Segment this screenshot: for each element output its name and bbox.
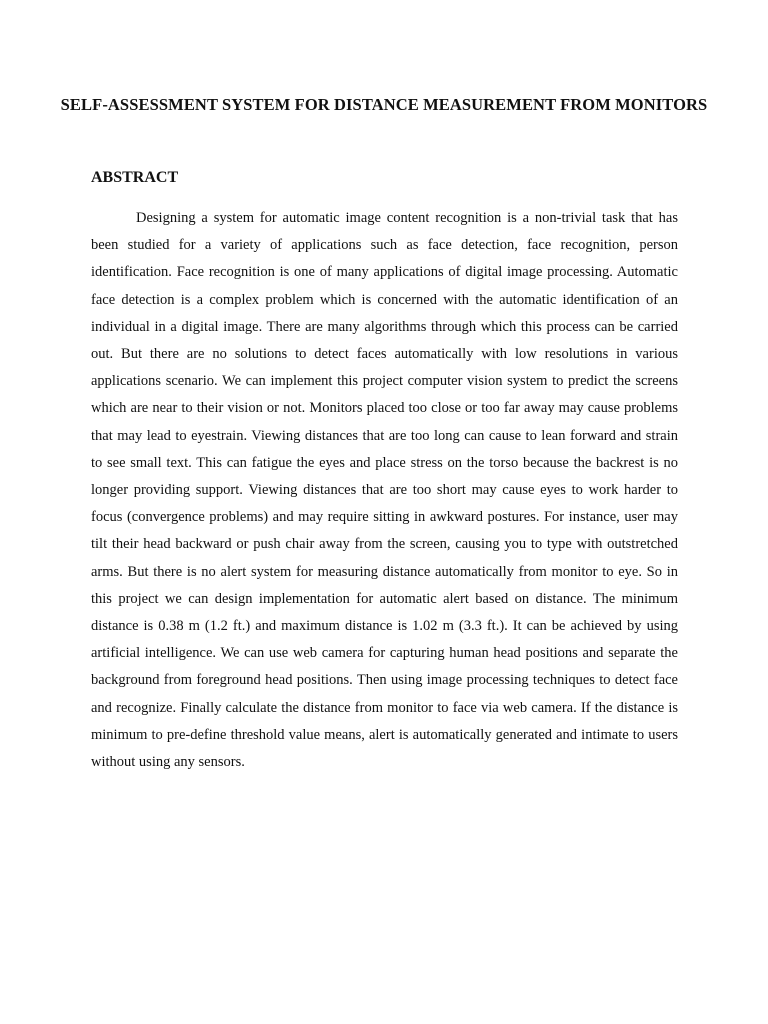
document-title: SELF-ASSESSMENT SYSTEM FOR DISTANCE MEASUREMENT FROM MONITORS [60, 95, 708, 114]
abstract-heading: ABSTRACT [91, 169, 179, 186]
abstract-paragraph: Designing a system for automatic image content recognition is a non-trivial task that has been studied for a variety of applications such as face detection, face recognition, person identification. Face recognition is one of many applications of digital image processing. Automatic face detection is a complex problem which is concerned with the automatic identification of an individual in a digital image. There are many algorithms through which this process can be carried out. But there are no solutions to detect faces automatically with low resolutions in various applications scenario. We can implement this project computer vision system to predict the screens which are near to their vision or not. Monitors placed too close or too far away may cause problems that may lead to eyestrain. Viewing distances that are too long can cause to lean forward and strain to see small text. This can fatigue the eyes and place stress on the torso because the backrest is no longer providing support. Viewing distances that are too short may cause eyes to work harder to focus (convergence problems) and may require sitting in awkward postures. For instance, user may tilt their head backward or push chair away from the screen, causing you to type with outstretched arms. But there is no alert system for measuring distance automatically from monitor to eye. So in this project we can design implementation for automatic alert based on distance. The minimum distance is 0.38 m (1.2 ft.) and maximum distance is 1.02 m (3.3 ft.). It can be achieved by using artificial intelligence. We can use web camera for capturing human head positions and separate the background from foreground head positions. Then using image processing techniques to detect face and recognize. Finally calculate the distance from monitor to face via web camera. If the distance is minimum to pre-define threshold value means, alert is automatically generated and intimate to users without using any sensors. [91, 210, 678, 771]
